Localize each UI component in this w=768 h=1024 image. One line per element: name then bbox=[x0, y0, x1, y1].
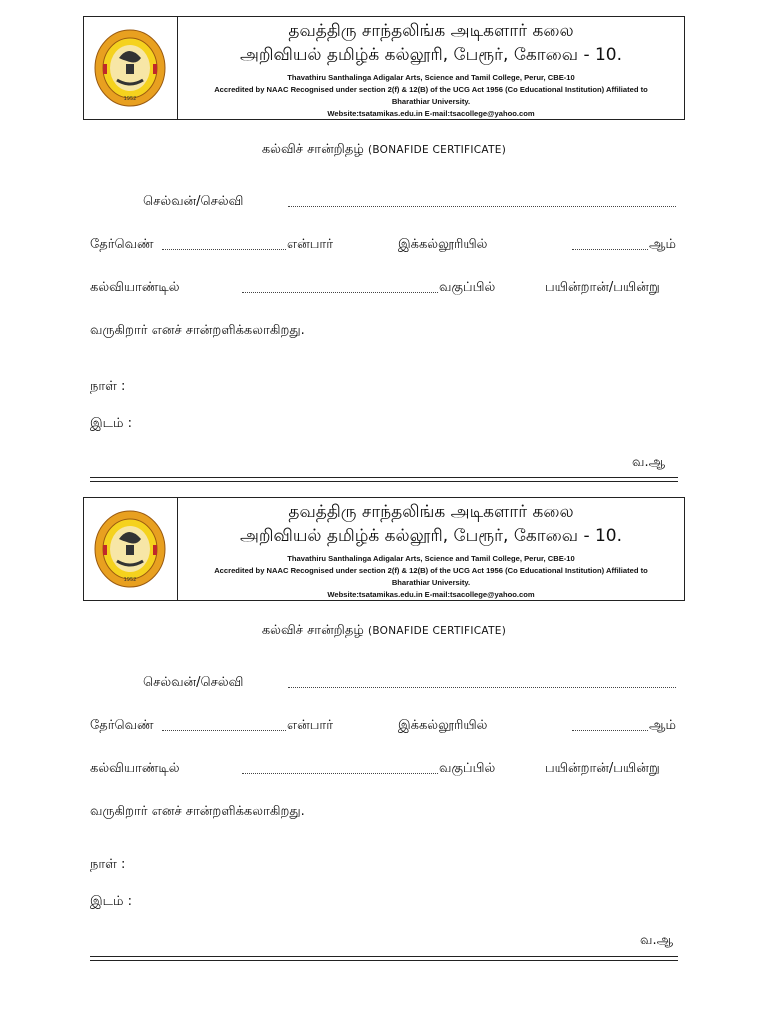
aam-blank bbox=[572, 249, 648, 250]
college-name-tamil-line2: அறிவியல் தமிழ்க் கல்லூரி, பேரூர், கோவை - 10. bbox=[239, 526, 623, 546]
divider-line bbox=[90, 477, 678, 478]
college-name-english: Thavathiru Santhalinga Adigalar Arts, Science and Tamil College, Perur, CBE-10 bbox=[287, 73, 575, 82]
called-label: என்பார் bbox=[287, 718, 334, 733]
academic-year-blank bbox=[242, 292, 438, 293]
college-name-tamil-line1: தவத்திரு சாந்தலிங்க அடிகளார் கலை bbox=[288, 502, 574, 522]
divider-line bbox=[90, 960, 678, 961]
exam-number-blank bbox=[162, 730, 286, 731]
college-name-english: Thavathiru Santhalinga Adigalar Arts, Science and Tamil College, Perur, CBE-10 bbox=[287, 554, 575, 563]
accreditation-line: Accredited by NAAC Recognised under section 2(f) & 12(B) of the UCG Act 1956 (Co Educational Institution) Affiliated to bbox=[214, 566, 648, 575]
college-label: இக்கல்லூரியில் bbox=[398, 718, 488, 733]
name-blank bbox=[288, 206, 676, 207]
title-english: (BONAFIDE CERTIFICATE) bbox=[367, 625, 507, 637]
name-label: செல்வன்/செல்வி bbox=[143, 194, 244, 209]
aam-blank bbox=[572, 730, 648, 731]
college-logo bbox=[93, 509, 167, 589]
place-label: இடம் : bbox=[90, 894, 132, 909]
college-logo-cell bbox=[84, 498, 178, 600]
class-label: வகுப்பில் bbox=[439, 280, 496, 295]
college-header bbox=[83, 497, 685, 601]
academic-year-label: கல்வியாண்டில் bbox=[90, 761, 180, 776]
website-email-line: Website:tsatamikas.edu.in E-mail:tsacollege@yahoo.com bbox=[327, 590, 535, 599]
name-label: செல்வன்/செல்வி bbox=[143, 675, 244, 690]
aam-label: ஆம் bbox=[649, 718, 676, 733]
logo-year: 1952 bbox=[123, 577, 137, 583]
logo-year: 1952 bbox=[123, 96, 137, 102]
college-name-tamil-line2: அறிவியல் தமிழ்க் கல்லூரி, பேரூர், கோவை - 10. bbox=[239, 45, 623, 65]
website-email-line: Website:tsatamikas.edu.in E-mail:tsacollege@yahoo.com bbox=[327, 109, 535, 118]
college-logo bbox=[93, 28, 167, 108]
signature-label: வ.ஆ bbox=[632, 455, 666, 470]
accreditation-line: Accredited by NAAC Recognised under section 2(f) & 12(B) of the UCG Act 1956 (Co Educational Institution) Affiliated to bbox=[214, 85, 648, 94]
date-label: நாள் : bbox=[90, 379, 126, 394]
title-english: (BONAFIDE CERTIFICATE) bbox=[367, 144, 507, 156]
divider-line bbox=[90, 956, 678, 957]
class-label: வகுப்பில் bbox=[439, 761, 496, 776]
college-name-tamil-line1: தவத்திரு சாந்தலிங்க அடிகளார் கலை bbox=[288, 21, 574, 41]
name-blank bbox=[288, 687, 676, 688]
exam-number-label: தேர்வெண் bbox=[90, 237, 154, 252]
date-label: நாள் : bbox=[90, 857, 126, 872]
certificate-title bbox=[0, 142, 768, 158]
academic-year-label: கல்வியாண்டில் bbox=[90, 280, 180, 295]
title-tamil: கல்விச் சான்றிதழ் bbox=[261, 623, 364, 638]
certify-text: வருகிறார் எனச் சான்றளிக்கலாகிறது. bbox=[90, 323, 305, 338]
bonafide-certificate bbox=[0, 0, 768, 490]
place-label: இடம் : bbox=[90, 416, 132, 431]
certificate-title bbox=[0, 623, 768, 639]
studying-label: பயின்றான்/பயின்று bbox=[545, 761, 660, 776]
certify-text: வருகிறார் எனச் சான்றளிக்கலாகிறது. bbox=[90, 804, 305, 819]
title-tamil: கல்விச் சான்றிதழ் bbox=[261, 142, 364, 157]
studying-label: பயின்றான்/பயின்று bbox=[545, 280, 660, 295]
academic-year-blank bbox=[242, 773, 438, 774]
called-label: என்பார் bbox=[287, 237, 334, 252]
university-line: Bharathiar University. bbox=[391, 578, 471, 587]
exam-number-label: தேர்வெண் bbox=[90, 718, 154, 733]
college-label: இக்கல்லூரியில் bbox=[398, 237, 488, 252]
aam-label: ஆம் bbox=[649, 237, 676, 252]
college-header bbox=[83, 16, 685, 120]
bonafide-certificate bbox=[0, 481, 768, 971]
university-line: Bharathiar University. bbox=[391, 97, 471, 106]
exam-number-blank bbox=[162, 249, 286, 250]
college-logo-cell bbox=[84, 17, 178, 119]
signature-label: வ.ஆ bbox=[640, 933, 674, 948]
